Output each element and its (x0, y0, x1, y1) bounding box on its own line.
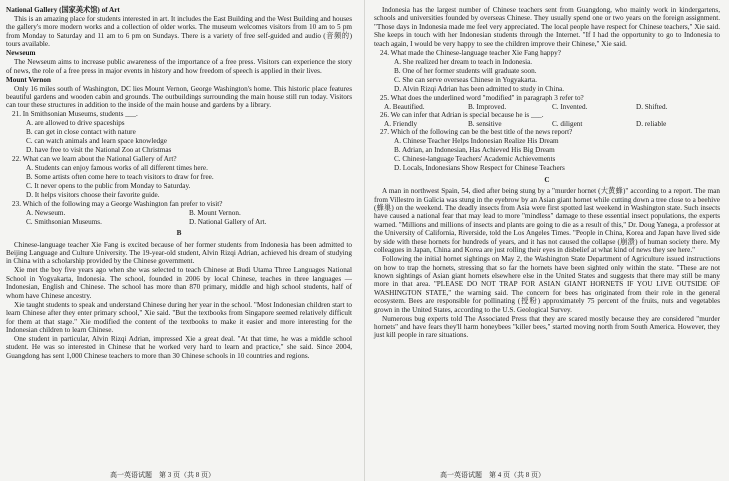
question-22: 22. What can we learn about the National Gallery of Art? (12, 155, 177, 164)
sec3-title: Mount Vernon (6, 75, 51, 84)
right-column (374, 6, 720, 340)
left-column (6, 6, 352, 361)
q21-option-c: C. can watch animals and learn space knowledge (26, 137, 167, 146)
q25-options (374, 103, 720, 111)
q26-option-b: B. sensitive (468, 120, 502, 129)
q23-option-d: D. National Gallery of Art. (189, 217, 267, 226)
q27-option-c: C. Chinese-language Teachers' Academic Achievements (394, 155, 556, 164)
q23-option-c: C. Smithsonian Museums. (26, 217, 102, 226)
page-footer-left: 高一英语试题 第 3 页（共 8 页） (110, 470, 215, 479)
passage-c-p1: A man in northwest Spain, 54, died after being stung by a "murder hornet (大黄蜂)" according to a report. The man from Villestro in Galicia was stung in the eyebrow by an Asian giant hornet while cutting down a tree close to a beehive (蜂巢) on the weekend. The deadly insects from Asia were first spotted last weekend in Washington state. Such insects have caused a national fear that may lead to more "mindless" damage to these essential insect populations, the experts warned. "Millions and millions of insects and plants are going to die as a result of this," Dr. Doug Yanega, a professor at the University of California, Riverside, told the Los Angeles Times. "People in China, Korea and Japan have lived side by side with these hornets for hundreds of years, and it has not caused the collapse (崩溃) of human society there. My colleagues in Japan, China and Korea are just rolling their eyes in disbelief at what kind of news they see here." (374, 187, 720, 255)
passage-b-p5: Indonesia has the largest number of Chinese teachers sent from Guangdong, who mainly work in kindergartens, schools and universities founded by overseas Chinese. They usually spend one or two years on the foreign assignment. "Those days in Indonesia made me feel very appreciated. The local people have respect for Chinese teachers," Xie said. She keeps in touch with her Indonesian students through the Internet. "If I had the opportunity to go to Indonesia to teach again, I would be very happy to see the children improve their Chinese," Xie said. (374, 6, 720, 48)
q21-option-b: B. can get in close contact with nature (26, 128, 136, 137)
passage-c-p3: Numerous bug experts told The Associated Press that they are scared mostly because they are considered "murder hornets" and have fears they'll harm honeybees "killer bees," started moving north from South America. However, they just kill people in rare situations. (374, 314, 720, 340)
q27-option-a: A. Chinese Teacher Helps Indonesian Realize His Dream (394, 137, 559, 146)
q25-option-c: C. Invented. (552, 102, 588, 111)
q24-option-a: A. She realized her dream to teach in Indonesia. (394, 57, 533, 66)
q24-option-d: D. Alvin Rizqi Adrian has been admitted to study in China. (394, 84, 565, 93)
q23-options (6, 209, 352, 226)
q22-option-d: D. It helps visitors choose their favorite guide. (26, 191, 160, 200)
question-24: 24. What made the Chinese-language teacher Xie Fang happy? (380, 48, 561, 57)
q23-option-a: A. Newseum. (26, 209, 66, 218)
q23-option-b: B. Mount Vernon. (189, 209, 241, 218)
q25-option-b: B. Improved. (468, 102, 507, 111)
q21-option-d: D. have free to visit the National Zoo at Christmas (26, 146, 172, 155)
q25-option-a: A. Beautified. (384, 102, 425, 111)
question-25: 25. What does the underlined word "modified" in paragraph 3 refer to? (380, 93, 584, 102)
q27-option-b: B. Adrian, an Indonesian, Has Achieved His Big Dream (394, 146, 555, 155)
q22-option-a: A. Students can enjoy famous works of all different times here. (26, 164, 208, 173)
q22-option-c: C. It never opens to the public from Monday to Saturday. (26, 182, 191, 191)
q21-option-a: A. are allowed to drive spaceships (26, 119, 125, 128)
sec2-body: The Newseum aims to increase public awareness of the importance of a free press. Visitors can experience the story of news, the role of a free press in major events in history and how freedom of speech is applied in their lives. (6, 58, 352, 75)
column-divider (364, 0, 365, 481)
q27-option-d: D. Locals, Indonesians Show Respect for Chinese Teachers (394, 164, 565, 173)
q26-option-d: D. reliable (636, 120, 667, 129)
passage-b-p4: One student in particular, Alvin Rizqi Adrian, impressed Xie a great deal. "At that time, he was a middle school student. He was so interested in Chinese that he worked very hard to learn and practice," she said. Since 2004, Guangdong has sent 1,000 Chinese teachers to more than 30 Chinese schools in 10 countries and regions. (6, 334, 352, 360)
q25-option-d: D. Shifted. (636, 102, 668, 111)
q24-option-b: B. One of her former students will graduate soon. (394, 66, 537, 75)
sec3-body: Only 16 miles south of Washington, DC lies Mount Vernon, George Washington's home. This historic place features beautiful gardens and wooden cabin and grounds. The outbuildings surrounding the main house still run today. Visitors can tour these structures in addition to the inside of the main house and gardens by a library. (6, 84, 352, 110)
q26-option-a: A. Friendly (384, 120, 418, 129)
q22-option-b: B. Some artists often come here to teach visitors to draw for free. (26, 173, 214, 182)
question-23: 23. Which of the following may a George Washington fan prefer to visit? (12, 200, 223, 209)
q24-option-c: C. She can serve overseas Chinese in Yogyakarta. (394, 75, 537, 84)
passage-c-p2: Following the initial hornet sightings on May 2, the Washington State Department of Agriculture issued instructions on how to trap the hornets, stressing that so far the hornets have been sighted only within the state. "These are not known sightings of Asian giant hornets elsewhere else in the United States and suggests that there may still be many more in that area. "PLEASE DO NOT TRAP FOR ASIAN GIANT HORNETS IF YOU LIVE OUTSIDE OF WASHINGTON STATE," the warning said. The concern for bees has originated from their role in the general ecosystem. Bees are responsible for pollinating (授粉) approximately 75 percent of the fruits, nuts and vegetables grown in the United States, according to the U.S. Geological Survey. (374, 255, 720, 314)
section-b-heading: B (176, 229, 182, 238)
question-26: 26. We can infer that Adrian is special because he is ___. (380, 111, 544, 120)
q26-option-c: C. diligent (552, 120, 583, 129)
q26-options (374, 120, 720, 128)
section-c-heading: C (544, 175, 550, 184)
page-footer-right: 高一英语试题 第 4 页（共 8 页） (440, 470, 545, 479)
passage-b-p1: Chinese-language teacher Xie Fang is excited because of her former students from Indonesia has been admitted to Beijing Language and Culture University. The 19-year-old student, Alvin Rizqi Adrian, achieved his dream of studying in China with a scholarship provided by the Chinese government. (6, 240, 352, 266)
sec2-title: Newseum (6, 49, 36, 58)
question-21: 21. In Smithsonian Museums, students ___. (12, 110, 138, 119)
question-27: 27. Which of the following can be the best title of the news report? (380, 128, 573, 137)
passage-b-p2: Xie met the boy five years ago when she was selected to teach Chinese at Budi Utama Three Languages National School in Yogyakarta, Indonesia. The school, founded in 2006 by local Chinese, teaches in three languages — Indonesian, English and Chinese. The school has more than 870 primary, middle and high school students, half of whom have Chinese ancestry. (6, 266, 352, 300)
passage-b-p3: Xie taught students to speak and understand Chinese during her year in the school. "Most Indonesian children start to learn Chinese after they enter primary school," Xie said. "But the textbooks from Singapore seemed relatively difficult for them at that stage." Xie modified the content of the textbooks to make it easier and more interesting for the Indonesian children to learn Chinese. (6, 300, 352, 334)
sec1-body: This is an amazing place for students interested in art. It includes the East Building and the West Building and houses the gallery's more modern works and a collection of older works. The museum welcomes visitors from 10 am to 5 pm from Monday to Saturday and 11 am to 6 pm on Sundays. There is a variety of free self-guided and audio (音频的) tours available. (6, 15, 352, 49)
sec1-title: National Gallery (国家美术馆) of Art (6, 6, 120, 14)
